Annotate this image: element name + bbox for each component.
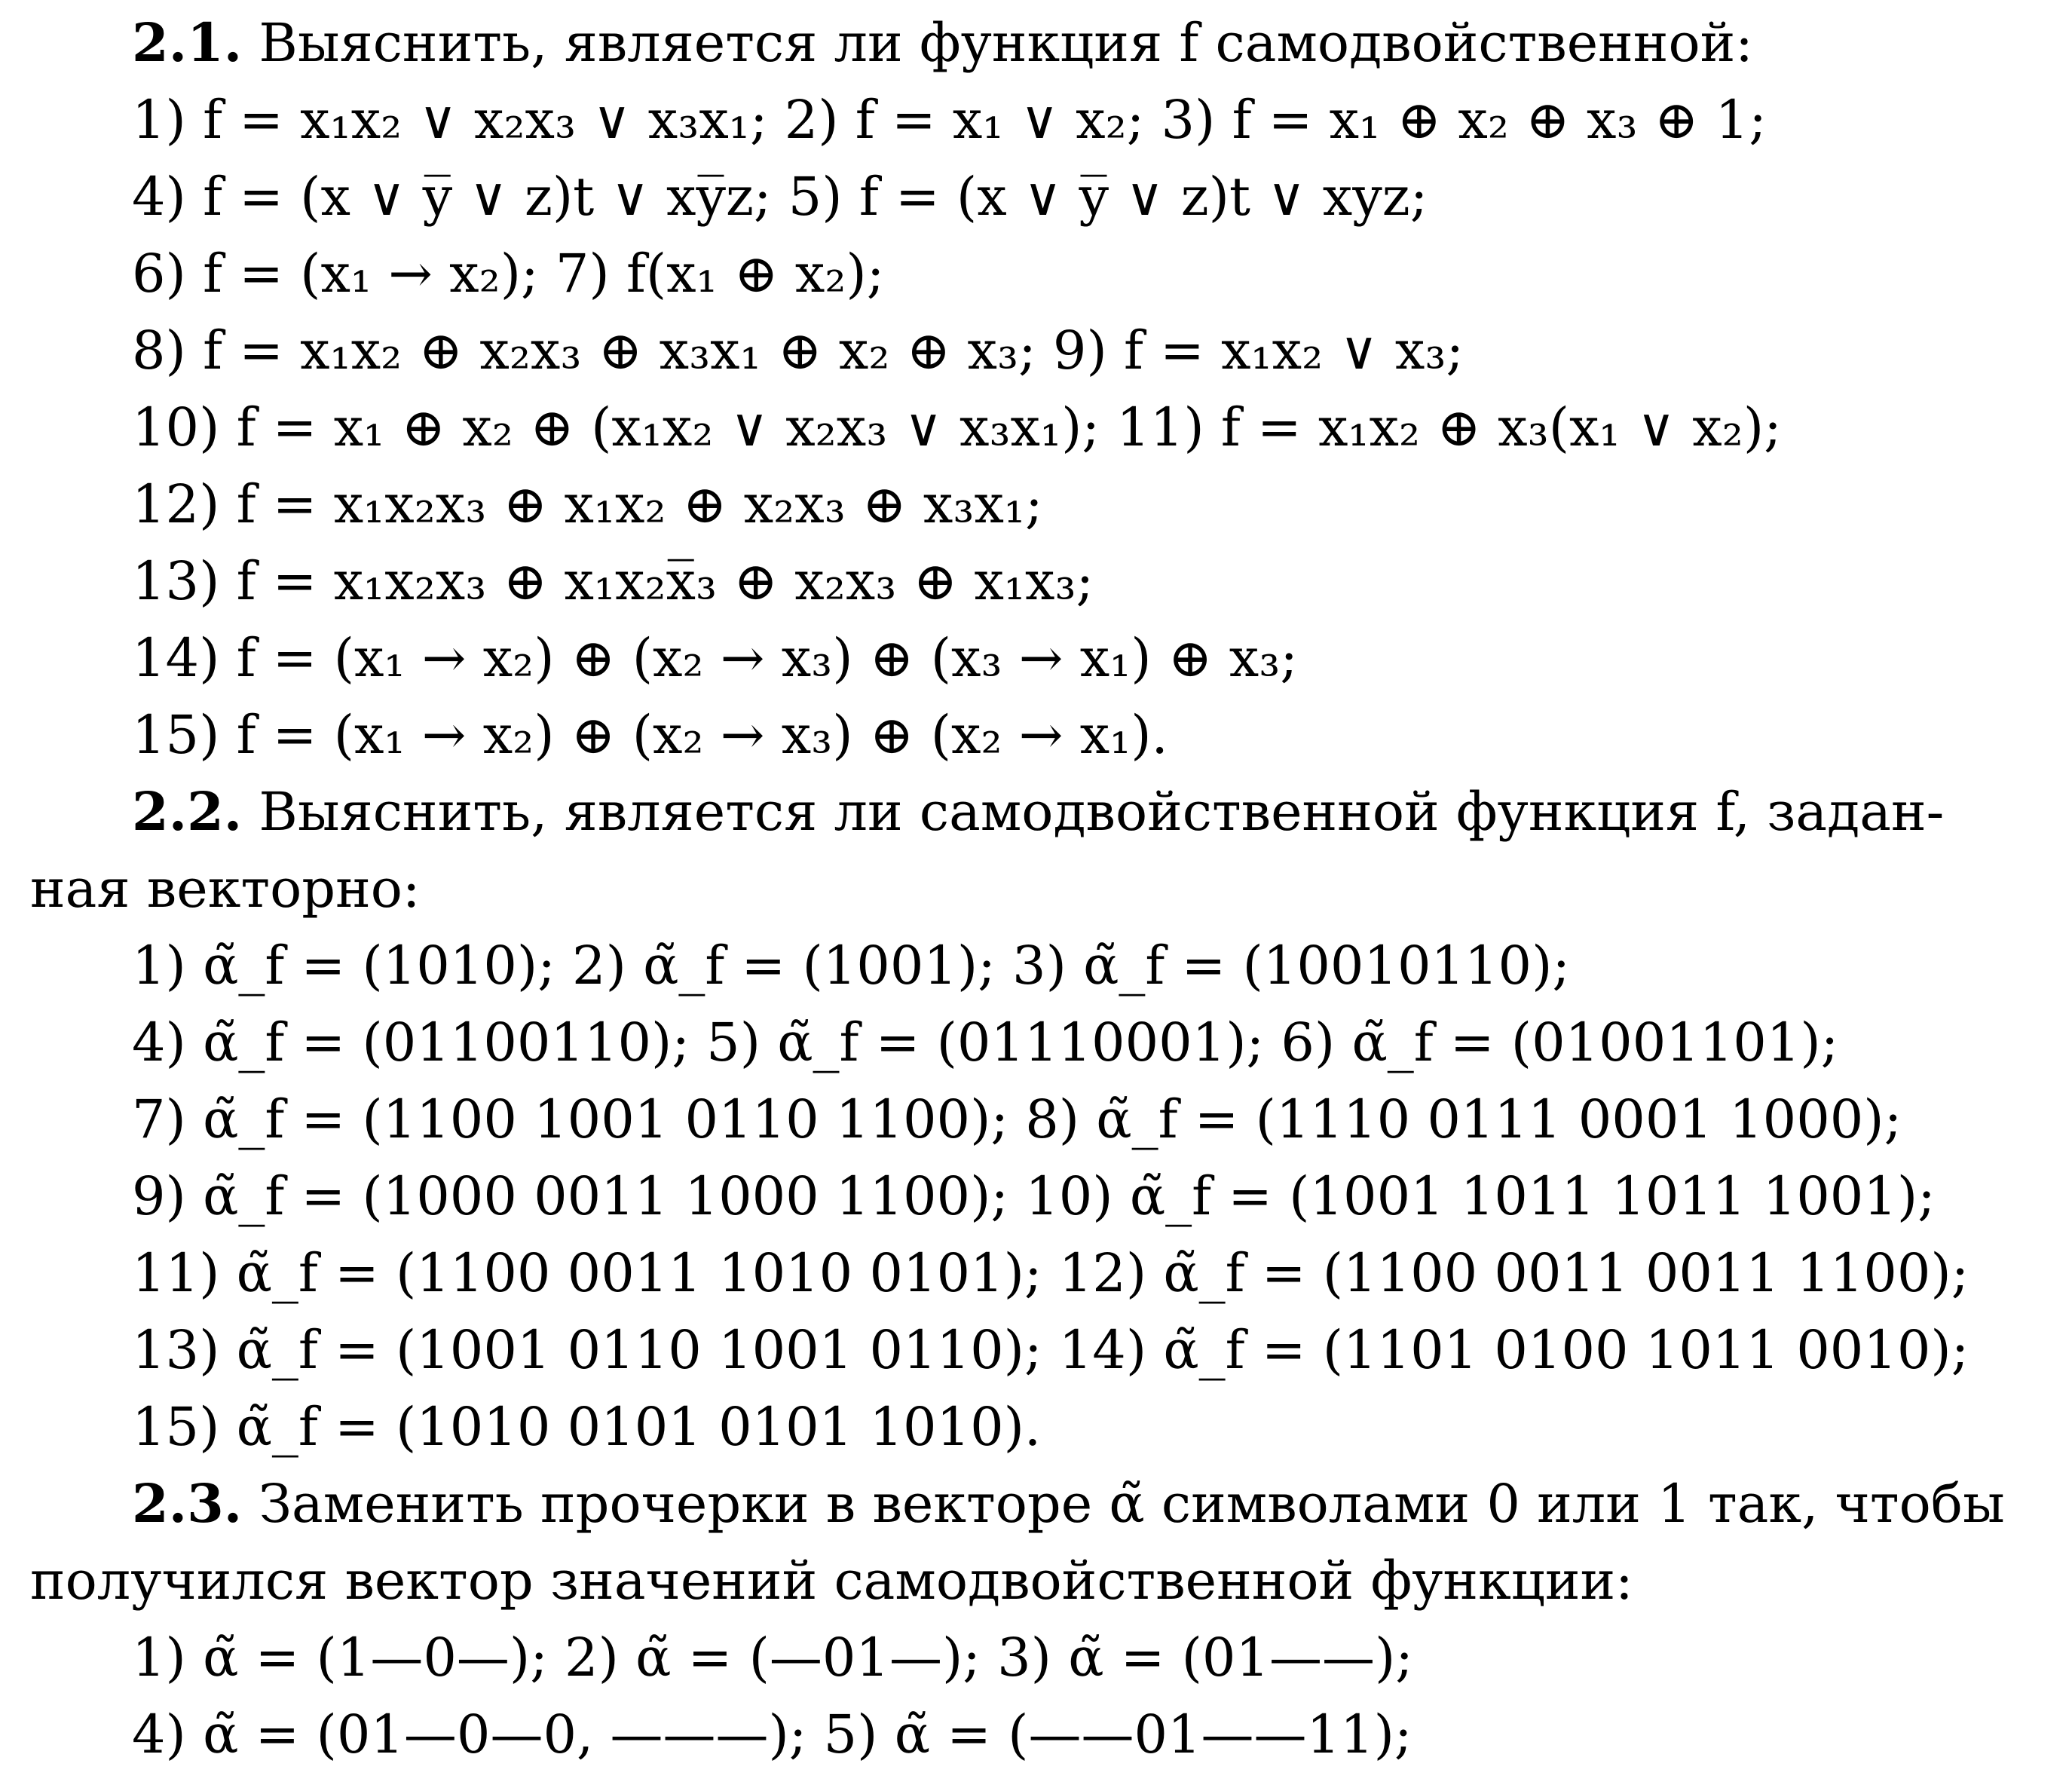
problem-text: Выяснить, является ли самодвойственной функция f, задан- — [242, 781, 1945, 843]
problem-2-1-item-line: 6) f = (x₁ → x₂); 7) f(x₁ ⊕ x₂); — [132, 243, 885, 305]
problem-2-1-item-line: 14) f = (x₁ → x₂) ⊕ (x₂ → x₃) ⊕ (x₃ → x₁) ⊕ x₃; — [132, 627, 1298, 689]
problem-2-1-item-line: 10) f = x₁ ⊕ x₂ ⊕ (x₁x₂ ∨ x₂x₃ ∨ x₃x₁); 11) f = x₁x₂ ⊕ x₃(x₁ ∨ x₂); — [132, 396, 1782, 458]
problem-2-2-item-line: 1) α̃_f = (1010); 2) α̃_f = (1001); 3) α̃_f = (10010110); — [132, 935, 1570, 997]
problem-2-1-item-line: 15) f = (x₁ → x₂) ⊕ (x₂ → x₃) ⊕ (x₂ → x₁). — [132, 704, 1168, 766]
problem-2-1-item-line: 8) f = x₁x₂ ⊕ x₂x₃ ⊕ x₃x₁ ⊕ x₂ ⊕ x₃; 9) f = x₁x₂ ∨ x₃; — [132, 320, 1464, 381]
problem-2-2-statement-continued: ная векторно: — [30, 858, 421, 920]
problem-2-2-item-line: 7) α̃_f = (1100 1001 0110 1100); 8) α̃_f = (1110 0111 0001 1000); — [132, 1088, 1902, 1150]
problem-2-3-statement-continued: получился вектор значений самодвойственной функции: — [30, 1550, 1633, 1612]
problem-2-1-item-line: 4) f = (x ∨ y̅ ∨ z)t ∨ xy̅z; 5) f = (x ∨ y̅ ∨ z)t ∨ xyz; — [132, 166, 1428, 228]
problem-2-2-statement — [30, 773, 2034, 850]
problem-number: 2.2. — [132, 780, 243, 843]
problem-2-2-item-line: 15) α̃_f = (1010 0101 0101 1010). — [132, 1396, 1042, 1458]
problem-2-3-item-line: 4) α̃ = (01—0—0, ———); 5) α̃ = (——01——11); — [132, 1704, 1412, 1765]
problem-text: Заменить прочерки в векторе α̃ символами 0 или 1 так, чтобы — [242, 1473, 2005, 1535]
problem-2-1-item-line: 1) f = x₁x₂ ∨ x₂x₃ ∨ x₃x₁; 2) f = x₁ ∨ x₂; 3) f = x₁ ⊕ x₂ ⊕ x₃ ⊕ 1; — [132, 89, 1767, 151]
problem-number: 2.1. — [132, 11, 243, 74]
problem-2-1-item-line: 12) f = x₁x₂x₃ ⊕ x₁x₂ ⊕ x₂x₃ ⊕ x₃x₁; — [132, 473, 1043, 535]
problem-2-1-statement — [30, 5, 2034, 81]
problem-text: Выяснить, является ли функция f самодвойственной: — [242, 12, 1753, 74]
problem-number: 2.3. — [132, 1472, 243, 1535]
problem-2-2-item-line: 13) α̃_f = (1001 0110 1001 0110); 14) α̃_f = (1101 0100 1011 0010); — [132, 1319, 1969, 1381]
problem-2-2-item-line: 9) α̃_f = (1000 0011 1000 1100); 10) α̃_f = (1001 1011 1011 1001); — [132, 1165, 1936, 1227]
problem-2-2-item-line: 11) α̃_f = (1100 0011 1010 0101); 12) α̃_f = (1100 0011 0011 1100); — [132, 1242, 1969, 1304]
problem-2-3-statement — [30, 1465, 2034, 1542]
problem-2-3-item-line: 1) α̃ = (1—0—); 2) α̃ = (—01—); 3) α̃ = (01——); — [132, 1627, 1413, 1688]
problem-2-2-item-line: 4) α̃_f = (01100110); 5) α̃_f = (01110001); 6) α̃_f = (01001101); — [132, 1012, 1839, 1073]
problem-2-1-item-line: 13) f = x₁x₂x₃ ⊕ x₁x₂x̅₃ ⊕ x₂x₃ ⊕ x₁x₃; — [132, 550, 1094, 612]
